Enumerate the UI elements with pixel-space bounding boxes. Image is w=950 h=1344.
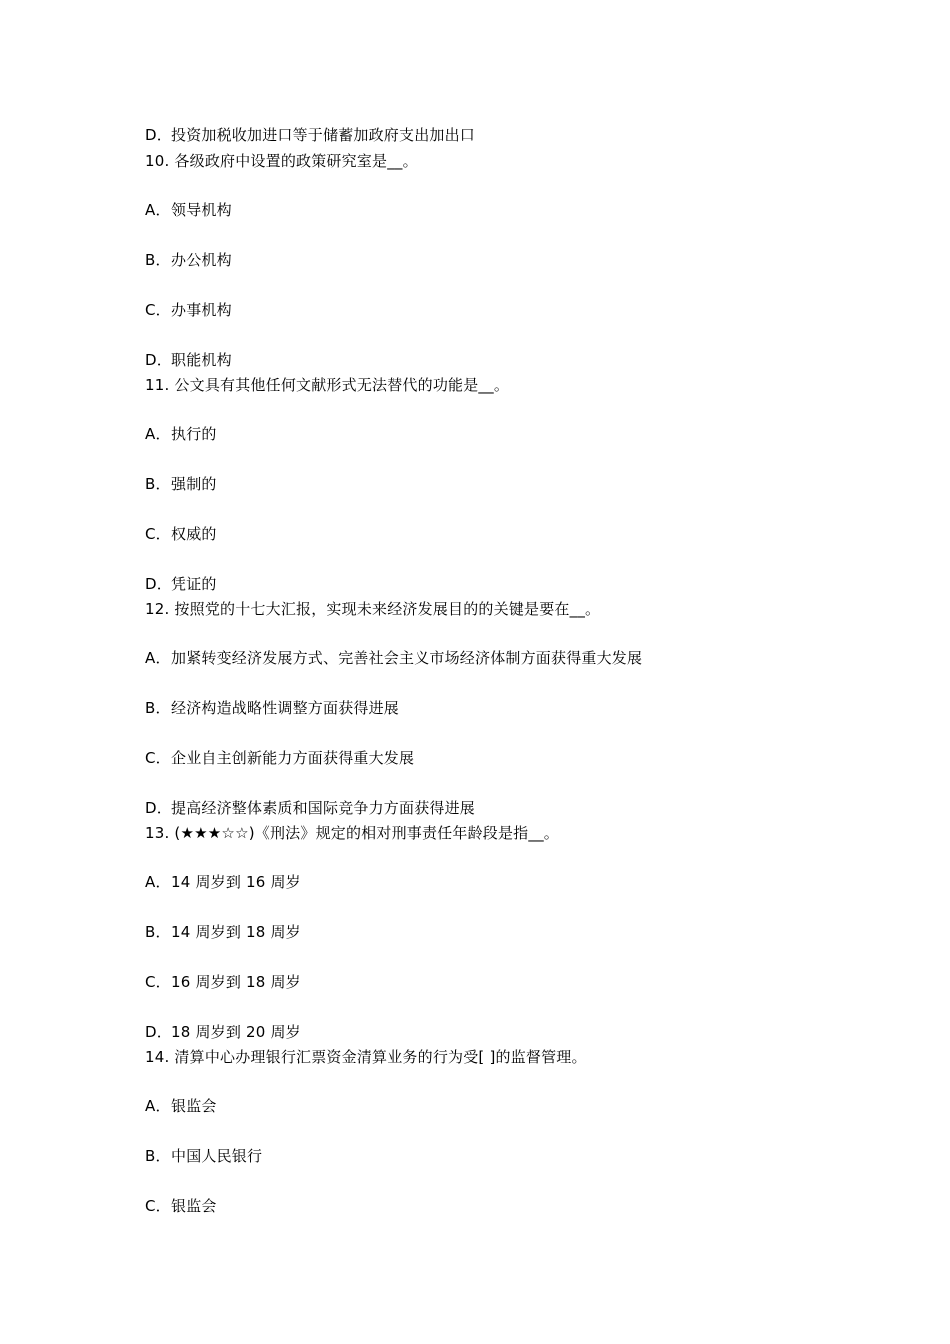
question-11: 11. 公文具有其他任何文献形式无法替代的功能是__。 <box>145 376 510 394</box>
option-text: 经济构造战略性调整方面获得进展 <box>171 699 400 717</box>
q10-option-d <box>145 350 232 370</box>
option-text: 办事机构 <box>171 301 232 319</box>
option-letter: A． <box>145 1097 171 1115</box>
question-13: 13. (★★★☆☆)《刑法》规定的相对刑事责任年龄段是指__。 <box>145 824 559 842</box>
q12-option-a <box>145 648 642 668</box>
option-text: 投资加税收加进口等于储蓄加政府支出加出口 <box>171 126 476 144</box>
option-letter: A． <box>145 425 171 443</box>
option-letter: A． <box>145 201 171 219</box>
option-letter: C． <box>145 749 171 767</box>
q12-option-d <box>145 798 475 818</box>
option-text: 执行的 <box>171 425 217 443</box>
option-text: 凭证的 <box>171 575 217 593</box>
option-letter: D． <box>145 1023 172 1041</box>
question-14: 14. 清算中心办理银行汇票资金清算业务的行为受[ ]的监督管理。 <box>145 1048 587 1066</box>
option-letter: B． <box>145 475 171 493</box>
q13-option-a <box>145 872 301 892</box>
option-text: 18 周岁到 20 周岁 <box>171 1023 301 1041</box>
option-letter: C． <box>145 301 171 319</box>
option-text: 强制的 <box>171 475 217 493</box>
option-letter: C． <box>145 1197 171 1215</box>
option-text: 银监会 <box>171 1197 217 1215</box>
question-10: 10. 各级政府中设置的政策研究室是__。 <box>145 152 418 170</box>
option-letter: B． <box>145 923 171 941</box>
q11-option-d <box>145 574 217 594</box>
option-text: 14 周岁到 18 周岁 <box>171 923 301 941</box>
q13-option-d <box>145 1022 301 1042</box>
option-text: 加紧转变经济发展方式、完善社会主义市场经济体制方面获得重大发展 <box>171 649 643 667</box>
option-text: 16 周岁到 18 周岁 <box>171 973 301 991</box>
option-letter: C． <box>145 525 171 543</box>
option-letter: D． <box>145 126 172 144</box>
option-text: 领导机构 <box>171 201 232 219</box>
option-letter: D． <box>145 799 172 817</box>
q13-option-b <box>145 922 301 942</box>
option-d-prev <box>145 125 475 145</box>
option-letter: B． <box>145 699 171 717</box>
option-text: 14 周岁到 16 周岁 <box>171 873 301 891</box>
q14-option-c <box>145 1196 217 1216</box>
q14-option-b <box>145 1146 262 1166</box>
q12-option-b <box>145 698 399 718</box>
option-text: 银监会 <box>171 1097 217 1115</box>
q10-option-c <box>145 300 232 320</box>
q11-option-b <box>145 474 217 494</box>
option-letter: C． <box>145 973 171 991</box>
q11-option-a <box>145 424 217 444</box>
q14-option-a <box>145 1096 217 1116</box>
option-letter: B． <box>145 1147 171 1165</box>
q13-option-c <box>145 972 301 992</box>
q11-option-c <box>145 524 217 544</box>
option-text: 提高经济整体素质和国际竞争力方面获得进展 <box>171 799 476 817</box>
question-12: 12. 按照党的十七大汇报，实现未来经济发展目的的关键是要在__。 <box>145 600 601 618</box>
option-text: 企业自主创新能力方面获得重大发展 <box>171 749 415 767</box>
option-text: 权威的 <box>171 525 217 543</box>
option-text: 中国人民银行 <box>171 1147 263 1165</box>
q12-option-c <box>145 748 414 768</box>
q10-option-b <box>145 250 232 270</box>
option-letter: D． <box>145 351 172 369</box>
option-text: 办公机构 <box>171 251 232 269</box>
option-letter: D． <box>145 575 172 593</box>
option-text: 职能机构 <box>171 351 232 369</box>
q10-option-a <box>145 200 232 220</box>
option-letter: B． <box>145 251 171 269</box>
option-letter: A． <box>145 873 171 891</box>
option-letter: A． <box>145 649 171 667</box>
